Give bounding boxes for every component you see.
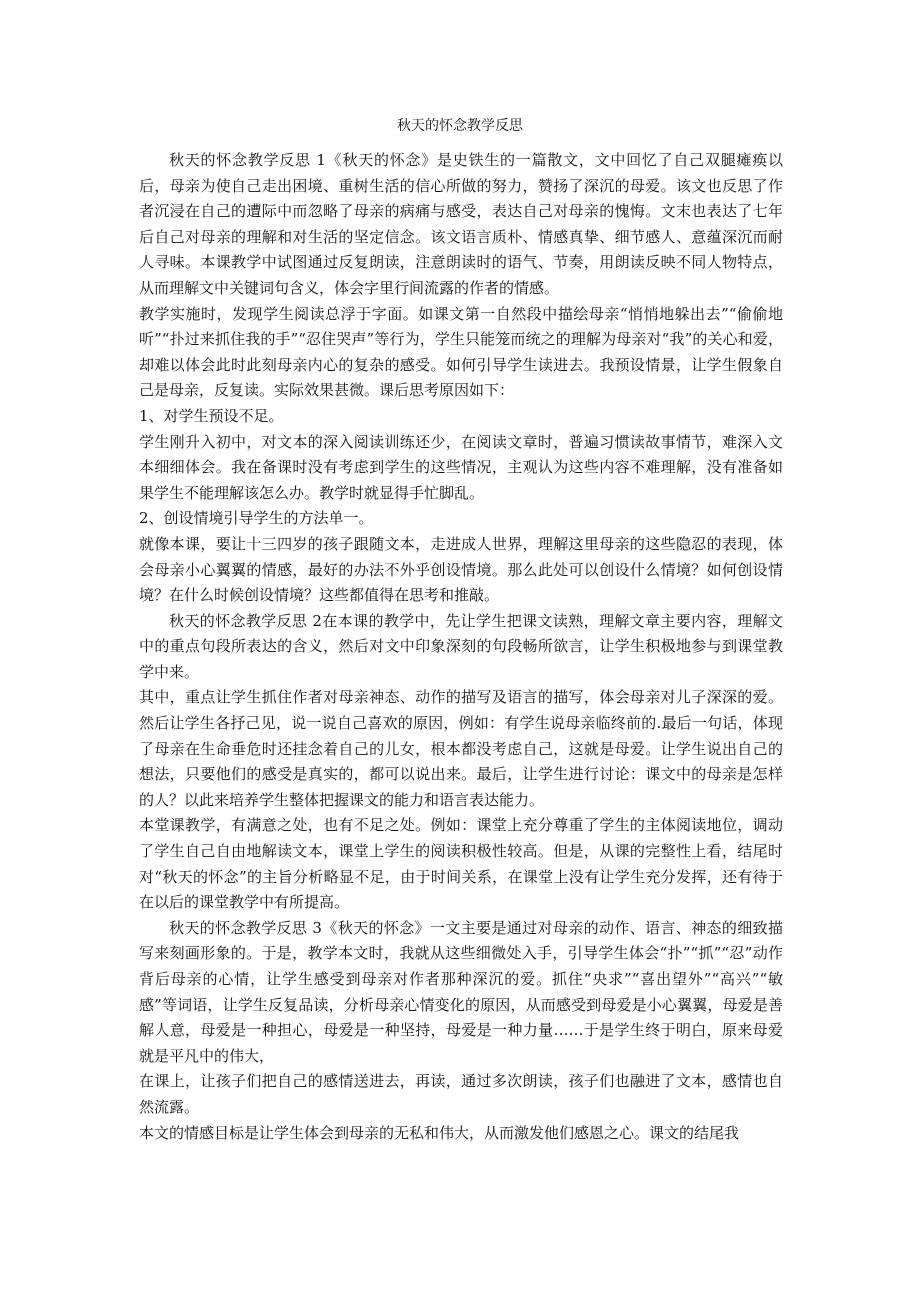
paragraph: 本堂课教学，有满意之处，也有不足之处。例如：课堂上充分尊重了学生的主体阅读地位，调动了学生自己自由地解读文本，课堂上学生的阅读积极性较高。但是，从课的完整性上看，结尾时对“秋天的怀念”的主旨分析略显不足，由于时间关系，在课堂上没有让学生充分发挥，还有待于在以后的课堂教学中有所提高。	[139, 816, 783, 912]
paragraph: 其中，重点让学生抓住作者对母亲神态、动作的描写及语言的描写，体会母亲对儿子深深的爱。然后让学生各抒己见，说一说自己喜欢的原因，例如：有学生说母亲临终前的.最后一句话，体现了母亲在生命垂危时还挂念着自己的儿女，根本都没考虑自己，这就是母爱。让学生说出自己的想法，只要他们的感受是真实的，都可以说出来。最后，让学生进行讨论：课文中的母亲是怎样的人？以此来培养学生整体把握课文的能力和语言表达能力。	[139, 688, 783, 809]
paragraph: 教学实施时，发现学生阅读总浮于字面。如课文第一自然段中描绘母亲“悄悄地躲出去”“偷偷地听”“扑过来抓住我的手”“忍住哭声”等行为，学生只能笼而统之的理解为母亲对“我”的关心和爱，却难以体会此时此刻母亲内心的复杂的感受。如何引导学生读进去。我预设情景，让学生假象自己是母亲，反复读。实际效果甚微。课后思考原因如下：	[139, 304, 783, 400]
numbered-heading: 2、创设情境引导学生的方法单一。	[139, 509, 374, 528]
paragraph: 秋天的怀念教学反思 1《秋天的怀念》是史铁生的一篇散文，文中回忆了自己双腿瘫痪以后，母亲为使自己走出困境、重树生活的信心所做的努力，赞扬了深沉的母爱。该文也反思了作者沉浸在自己的遭际中而忽略了母亲的病痛与感受，表达自己对母亲的愧悔。文末也表达了七年后自己对母亲的理解和对生活的坚定信念。该文语言质朴、情感真挚、细节感人、意蕴深沉而耐人寻味。本课教学中试图通过反复朗读，注意朗读时的语气、节奏，用朗读反映不同人物特点，从而理解文中关键词句含义，体会字里行间流露的作者的情感。	[139, 151, 783, 297]
document-title: 秋天的怀念教学反思	[397, 118, 523, 134]
paragraph: 就像本课，要让十三四岁的孩子跟随文本，走进成人世界，理解这里母亲的这些隐忍的表现，体会母亲小心翼翼的情感，最好的办法不外乎创设情境。那么此处可以创设什么情境？如何创设情境？在什么时候创设情境？这些都值得在思考和推敲。	[139, 534, 783, 605]
document-body	[139, 148, 783, 1146]
paragraph: 在课上，让孩子们把自己的感情送进去，再读，通过多次朗读，孩子们也融进了文本，感情也自然流露。	[139, 1072, 783, 1116]
paragraph: 本文的情感目标是让学生体会到母亲的无私和伟大，从而激发他们感恩之心。课文的结尾我	[139, 1123, 740, 1142]
paragraph: 秋天的怀念教学反思 3《秋天的怀念》一文主要是通过对母亲的动作、语言、神态的细致描写来刻画形象的。于是，教学本文时，我就从这些细微处入手，引导学生体会“扑”“抓”“忍”动作背后母亲的心情，让学生感受到母亲对作者那种深沉的爱。抓住“央求”“喜出望外”“高兴”“敏感”等词语，让学生反复品读，分析母亲心情变化的原因，从而感受到母爱是小心翼翼，母爱是善解人意，母爱是一种担心，母爱是一种坚持，母爱是一种力量……于是学生终于明白，原来母爱就是平凡中的伟大，	[139, 918, 783, 1065]
numbered-heading: 1、对学生预设不足。	[139, 406, 284, 425]
paragraph: 学生刚升入初中，对文本的深入阅读训练还少，在阅读文章时，普遍习惯读故事情节，难深入文本细细体会。我在备课时没有考虑到学生的这些情况，主观认为这些内容不难理解，没有准备如果学生不能理解该怎么办。教学时就显得手忙脚乱。	[139, 432, 783, 502]
paragraph: 秋天的怀念教学反思 2在本课的教学中，先让学生把课文读熟，理解文章主要内容，理解文中的重点句段所表达的含义，然后对文中印象深刻的句段畅所欲言，让学生积极地参与到课堂教学中来。	[139, 611, 783, 681]
